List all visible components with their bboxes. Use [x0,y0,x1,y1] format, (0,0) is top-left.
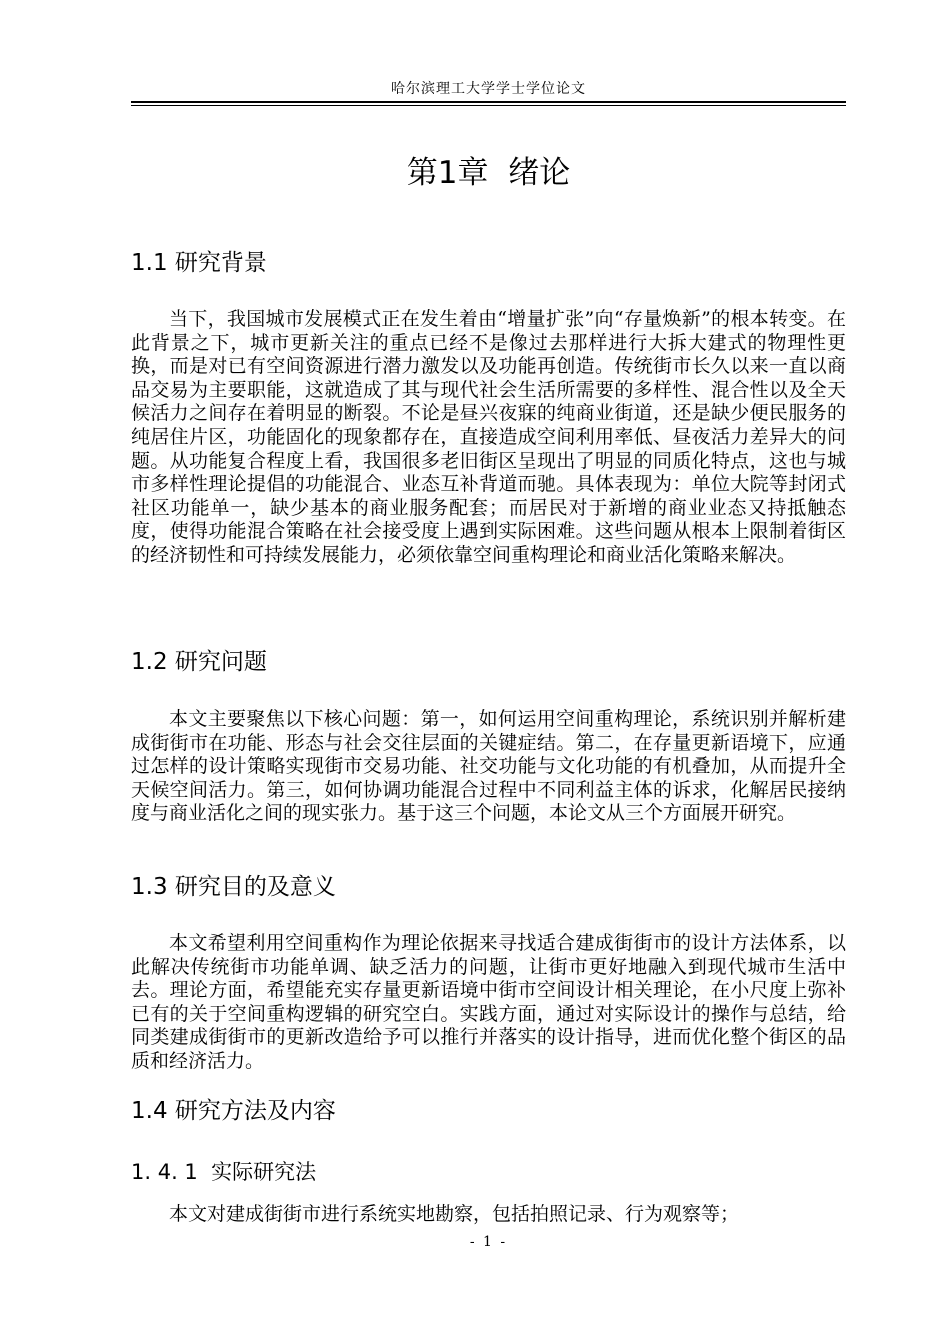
header-rule-thick [131,101,846,103]
page-number: - 1 - [469,1234,508,1250]
subsection-paragraph-1-4-1: 本文对建成街街市进行系统实地勘察，包括拍照记录、行为观察等； [169,1203,740,1225]
section-paragraph-1-1: 当下，我国城市发展模式正在发生着由“增量扩张”向“存量焕新”的根本转变。在此背景之下，城市更新关注的重点已经不是像过去那样进行大拆大建式的物理性更换，而是对已有空间资源进行潜力激发以及功能再创造。传统街市长久以来一直以商品交易为主要职能，这就造成了其与现代社会生活所需要的多样性、混合性以及全天候活力之间存在着明显的断裂。不论是昼兴夜寐的纯商业街道，还是缺少便民服务的纯居住片区，功能固化的现象都存在，直接造成空间利用率低、昼夜活力差异大的问题。从功能复合程度上看，我国很多老旧街区呈现出了明显的同质化特点，这也与城市多样性理论提倡的功能混合、业态互补背道而驰。具体表现为：单位大院等封闭式社区功能单一，缺少基本的商业服务配套；而居民对于新增的商业业态又持抵触态度，使得功能混合策略在社会接受度上遇到实际困难。这些问题从根本上限制着街区的经济韧性和可持续发展能力，必须依靠空间重构理论和商业活化策略来解决。 [131,308,846,566]
section-heading-1-3: 1.3 研究目的及意义 [131,874,336,900]
chapter-title: 第1章 绪论 [406,155,571,191]
header-rule-thin [131,105,846,106]
section-heading-1-4: 1.4 研究方法及内容 [131,1098,336,1124]
subsection-heading-1-4-1: 1. 4. 1 实际研究法 [131,1160,317,1184]
section-paragraph-1-2: 本文主要聚焦以下核心问题：第一，如何运用空间重构理论，系统识别并解析建成街街市在功能、形态与社会交往层面的关键症结。第二，在存量更新语境下，应通过怎样的设计策略实现街市交易功能、社交功能与文化功能的有机叠加，从而提升全天候空间活力。第三，如何协调功能混合过程中不同利益主体的诉求，化解居民接纳度与商业活化之间的现实张力。基于这三个问题，本论文从三个方面展开研究。 [131,708,846,825]
section-paragraph-1-3: 本文希望利用空间重构作为理论依据来寻找适合建成街街市的设计方法体系，以此解决传统街市功能单调、缺乏活力的问题，让街市更好地融入到现代城市生活中去。理论方面，希望能充实存量更新语境中街市空间设计相关理论，在小尺度上弥补已有的关于空间重构逻辑的研究空白。实践方面，通过对实际设计的操作与总结，给同类建成街街市的更新改造给予可以推行并落实的设计指导，进而优化整个街区的品质和经济活力。 [131,932,846,1072]
section-heading-1-2: 1.2 研究问题 [131,649,267,675]
running-header: 哈尔滨理工大学学士学位论文 [391,81,586,97]
section-heading-1-1: 1.1 研究背景 [131,250,267,276]
